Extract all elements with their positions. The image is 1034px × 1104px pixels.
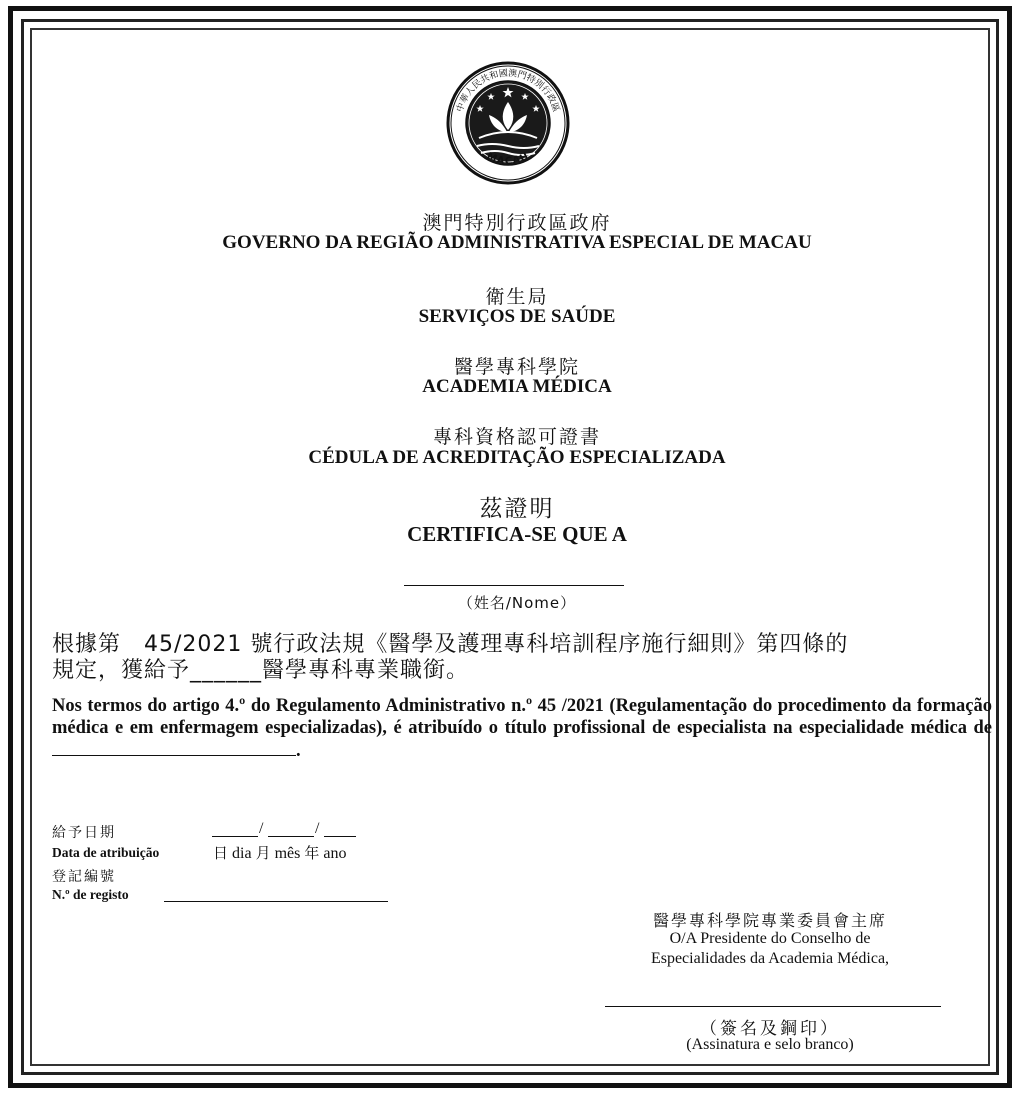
macau-emblem-icon	[445, 60, 571, 186]
body-pt-paragraph: Nos termos do artigo 4.º do Regulamento Administrativo n.º 45 /2021 (Regulamentação do procedimento da formação médica e em enfermagem especializadas), é atribuído o título profissional de especialista na especialidade médica de .	[52, 696, 992, 761]
svg-text:MACAU: MACAU	[484, 150, 532, 168]
certify-heading-pt: CERTIFICA-SE QUE A	[407, 522, 627, 546]
government-name-zh: 澳門特別行政區政府	[422, 212, 612, 234]
academy-name-pt: ACADEMIA MÉDICA	[422, 376, 612, 397]
department-name-pt: SERVIÇOS DE SAÚDE	[418, 306, 616, 327]
issue-date-label-zh: 給予日期	[52, 825, 116, 841]
svg-text:中華人民共和國澳門特別行政區: 中華人民共和國澳門特別行政區	[455, 68, 561, 114]
signatory-title-pt-2: Especialidades da Academia Médica,	[650, 950, 890, 967]
issue-date-label-pt: Data de atribuição	[52, 845, 160, 860]
signature-line	[605, 1006, 941, 1007]
academy-name-zh: 醫學專科學院	[453, 356, 580, 378]
body-zh-line-2: 規定，獲給予______醫學專科專業職銜。	[52, 658, 470, 683]
registration-blank-line	[164, 901, 388, 902]
signatory-title-pt-1: O/A Presidente do Conselho de	[669, 930, 871, 947]
signature-label-zh: （簽名及鋼印）	[700, 1019, 840, 1039]
registration-label-pt: N.º de registo	[52, 887, 129, 902]
certificate-title-zh: 專科資格認可證書	[432, 426, 601, 448]
date-format-hint: 日 dia 月 mês 年 ano	[213, 844, 347, 862]
government-name-pt: GOVERNO DA REGIÃO ADMINISTRATIVA ESPECIAL DE MACAU	[222, 232, 812, 253]
certify-heading-zh: 茲證明	[479, 496, 555, 522]
signatory-title-zh: 醫學專科學院專業委員會主席	[652, 911, 887, 930]
body-zh-line-1: 根據第 45/2021 號行政法規《醫學及護理專科培訓程序施行細則》第四條的	[52, 632, 849, 657]
certificate-title-pt: CÉDULA DE ACREDITAÇÃO ESPECIALIZADA	[308, 447, 726, 468]
signature-label-pt: (Assinatura e selo branco)	[686, 1036, 854, 1053]
department-name-zh: 衛生局	[485, 286, 549, 308]
specialty-blank-line	[52, 739, 296, 756]
day-blank	[212, 836, 258, 837]
date-separator: /	[315, 820, 320, 837]
month-blank	[268, 836, 314, 837]
name-field-label: （姓名/Nome）	[457, 594, 577, 612]
name-blank-line	[404, 585, 624, 586]
year-blank	[324, 836, 356, 837]
registration-label-zh: 登記編號	[52, 869, 116, 885]
date-separator: /	[259, 820, 264, 837]
